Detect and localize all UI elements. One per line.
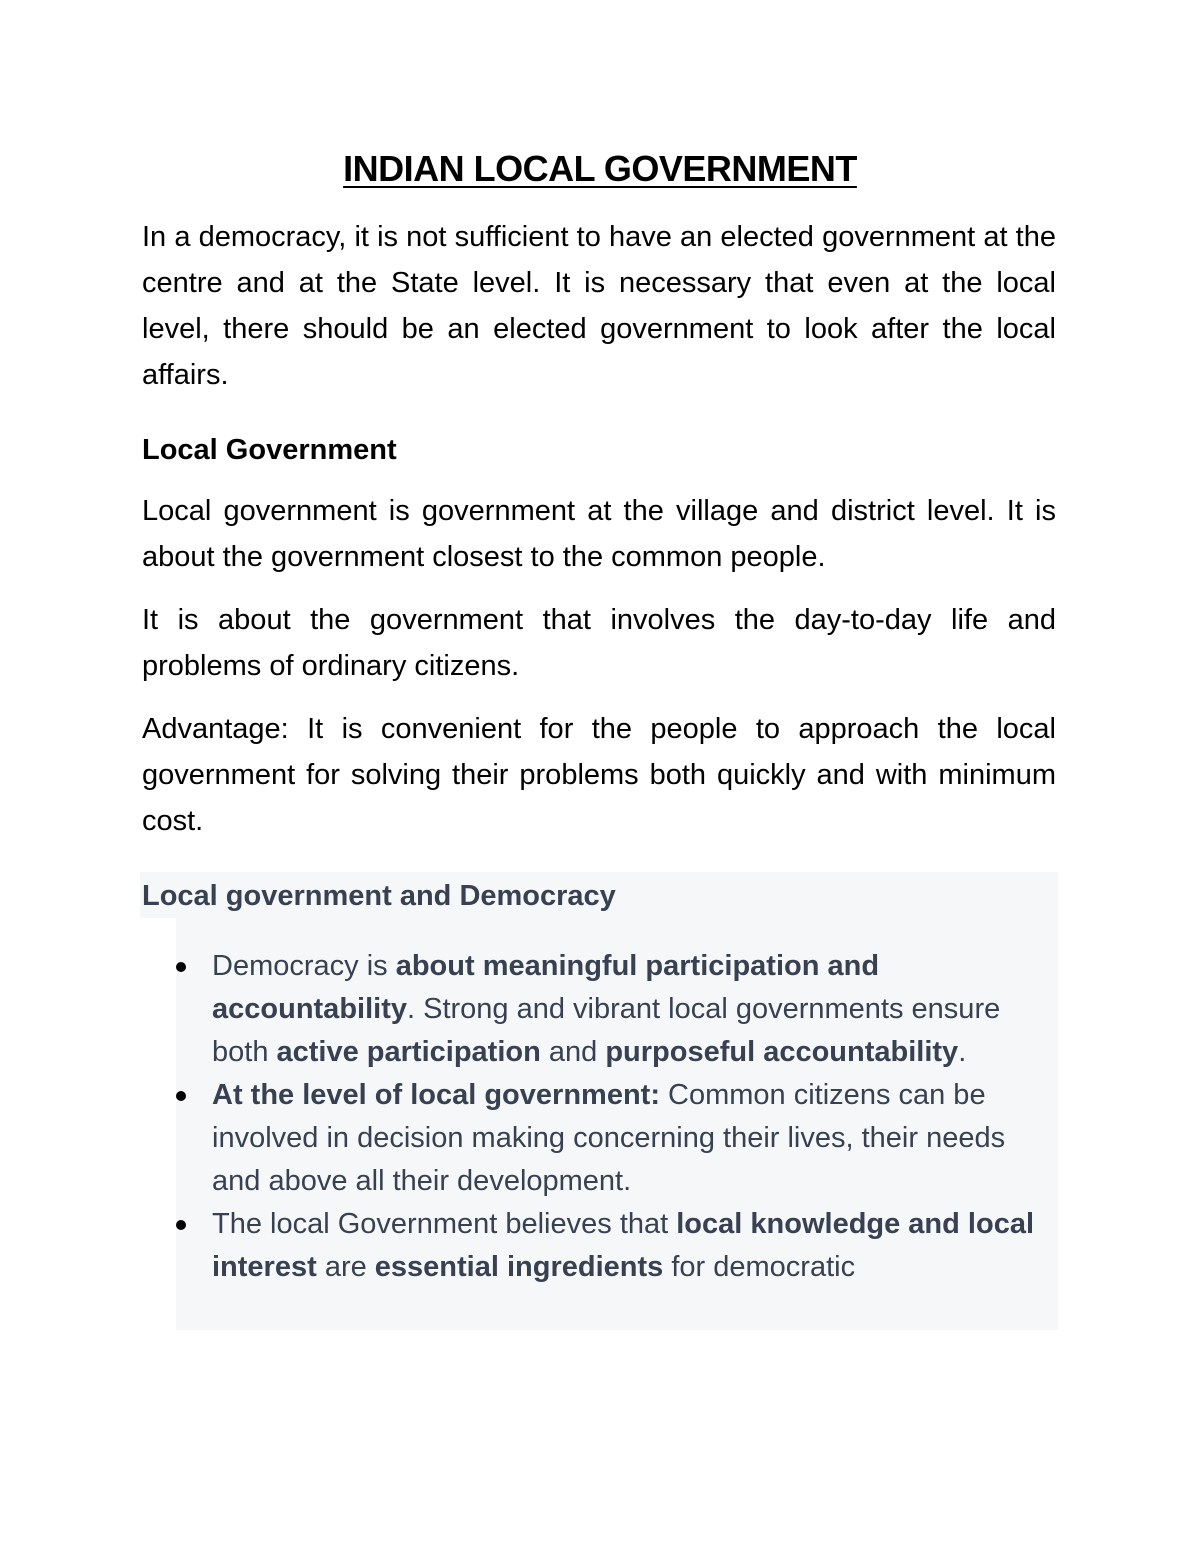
section-heading-local-government: Local Government — [142, 434, 397, 466]
list-item — [176, 945, 1046, 1074]
intro-paragraph: In a democracy, it is not sufficient to have an elected government at the centre and at the State level. It is necessary that even at the local level, there should be an elected government to look after the local affairs. — [142, 221, 1056, 391]
bullet-bold-text: local knowledge and local interest — [212, 1208, 1035, 1283]
bullet-bold-text: essential ingredients — [374, 1251, 664, 1283]
bullet-icon — [176, 1220, 186, 1230]
advantage-paragraph: Advantage: It is convenient for the people to approach the local government for solving their problems both quickly and with minimum cost. — [142, 713, 1056, 837]
bullet-text: Common citizens can be involved in decision making concerning their lives, their needs and above all their development. — [212, 1079, 1006, 1197]
local-government-definition-paragraph: Local government is government at the village and district level. It is about the government closest to the common people. — [142, 495, 1056, 573]
bullet-text: Democracy is — [212, 950, 396, 982]
bullet-icon — [176, 1091, 186, 1101]
bullet-text: and — [540, 1036, 606, 1068]
bullet-bold-text: purposeful accountability — [605, 1036, 959, 1068]
democracy-bullet-list — [176, 945, 1046, 1289]
bullet-text: for democratic — [663, 1251, 856, 1283]
bullet-text: . — [958, 1036, 967, 1068]
page-title: INDIAN LOCAL GOVERNMENT — [343, 148, 857, 189]
day-to-day-paragraph: It is about the government that involves the day-to-day life and problems of ordinary citizens. — [142, 604, 1056, 682]
bullet-text: are — [316, 1251, 375, 1283]
bullet-bold-text: about meaningful participation and accountability — [212, 950, 880, 1025]
bullet-text: The local Government believes that — [212, 1208, 677, 1240]
bullet-bold-text: active participation — [276, 1036, 541, 1068]
list-item — [176, 1203, 1046, 1289]
bullet-bold-text: At the level of local government: — [212, 1079, 660, 1111]
bullet-icon — [176, 962, 186, 972]
list-item — [176, 1074, 1046, 1203]
bullet-text: . Strong and vibrant local governments ensure both — [212, 993, 1001, 1068]
section-heading-local-government-and-democracy: Local government and Democracy — [142, 880, 616, 912]
